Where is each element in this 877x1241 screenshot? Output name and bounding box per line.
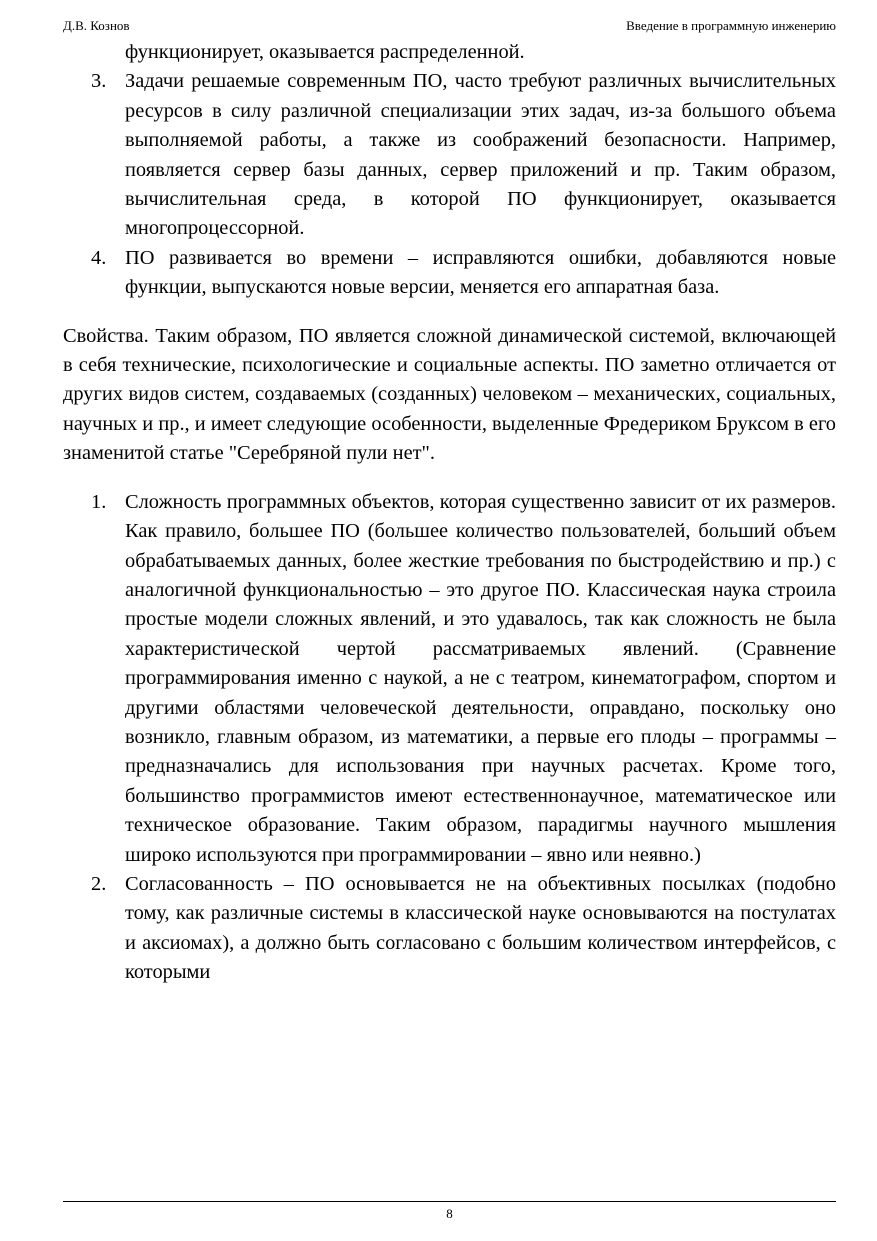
- list-item: [63, 67, 836, 243]
- list-item-number: 4.: [91, 246, 107, 269]
- list-item-text: Задачи решаемые современным ПО, часто требуют различных вычислительных ресурсов в силу различной специализации этих задач, из-за большого объема выполняемой работы, а также из соображений безопасности. Например, появляется сервер базы данных, сервер приложений и пр. Таким образом, вычислительная среда, в которой ПО функционирует, оказывается многопроцессорной.: [125, 70, 836, 240]
- properties-paragraph: Свойства. Таким образом, ПО является сложной динамической системой, включающей в себя технические, психологические и социальные аспекты. ПО заметно отличается от других видов систем, создаваемых (созданных) человеком – механических, социальных, научных и пр., и имеет следующие особенности, выделенные Фредериком Бруксом в его знаменитой статье "Серебряной пули нет".: [63, 324, 836, 465]
- numbered-list-features: [63, 488, 836, 988]
- list-item-text: Согласованность – ПО основывается не на объективных посылках (подобно тому, как различные системы в классической науке основываются на постулатах и аксиомах), а должно быть согласовано с большим количеством интерфейсов, с которыми: [125, 872, 836, 984]
- list-item-number: 2.: [91, 872, 107, 895]
- list-item: [63, 244, 836, 303]
- list-item-text: Сложность программных объектов, которая существенно зависит от их размеров. Как правило, большее ПО (большее количество пользователей, больший объем обрабатываемых данных, более жесткие требования по быстродействию и пр.) с аналогичной функциональностью – это другое ПО. Классическая наука строила простые модели сложных явлений, и это удавалось, так как сложность не была характеристической чертой рассматриваемых явлений. (Сравнение программирования именно с наукой, а не с театром, кинематографом, спортом и другими областями человеческой деятельности, оправдано, поскольку оно возникло, главным образом, из математики, а первые его плоды – программы – предназначались для использования при научных расчетах. Кроме того, большинство программистов имеют естественнонаучное, математическое или техническое образование. Таким образом, парадигмы научного мышления широко используются при программировании – явно или неявно.): [125, 490, 836, 866]
- page-header: [63, 16, 836, 36]
- list-item: [63, 488, 836, 870]
- list-item-number: 3.: [91, 70, 107, 93]
- header-author: Д.В. Кознов: [63, 18, 130, 33]
- list-item: [63, 870, 836, 988]
- document-body: [63, 38, 836, 988]
- list-item-continuation: [63, 38, 836, 67]
- list-item-text: функционирует, оказывается распределенной.: [125, 41, 525, 63]
- list-item-number: 1.: [91, 490, 107, 513]
- footer-divider: [63, 1201, 836, 1202]
- list-item-text: ПО развивается во времени – исправляются ошибки, добавляются новые функции, выпускаются новые версии, меняется его аппаратная база.: [125, 246, 836, 299]
- page-number: 8: [446, 1206, 453, 1221]
- numbered-list-top: [63, 67, 836, 302]
- header-title: Введение в программную инженерию: [626, 18, 836, 33]
